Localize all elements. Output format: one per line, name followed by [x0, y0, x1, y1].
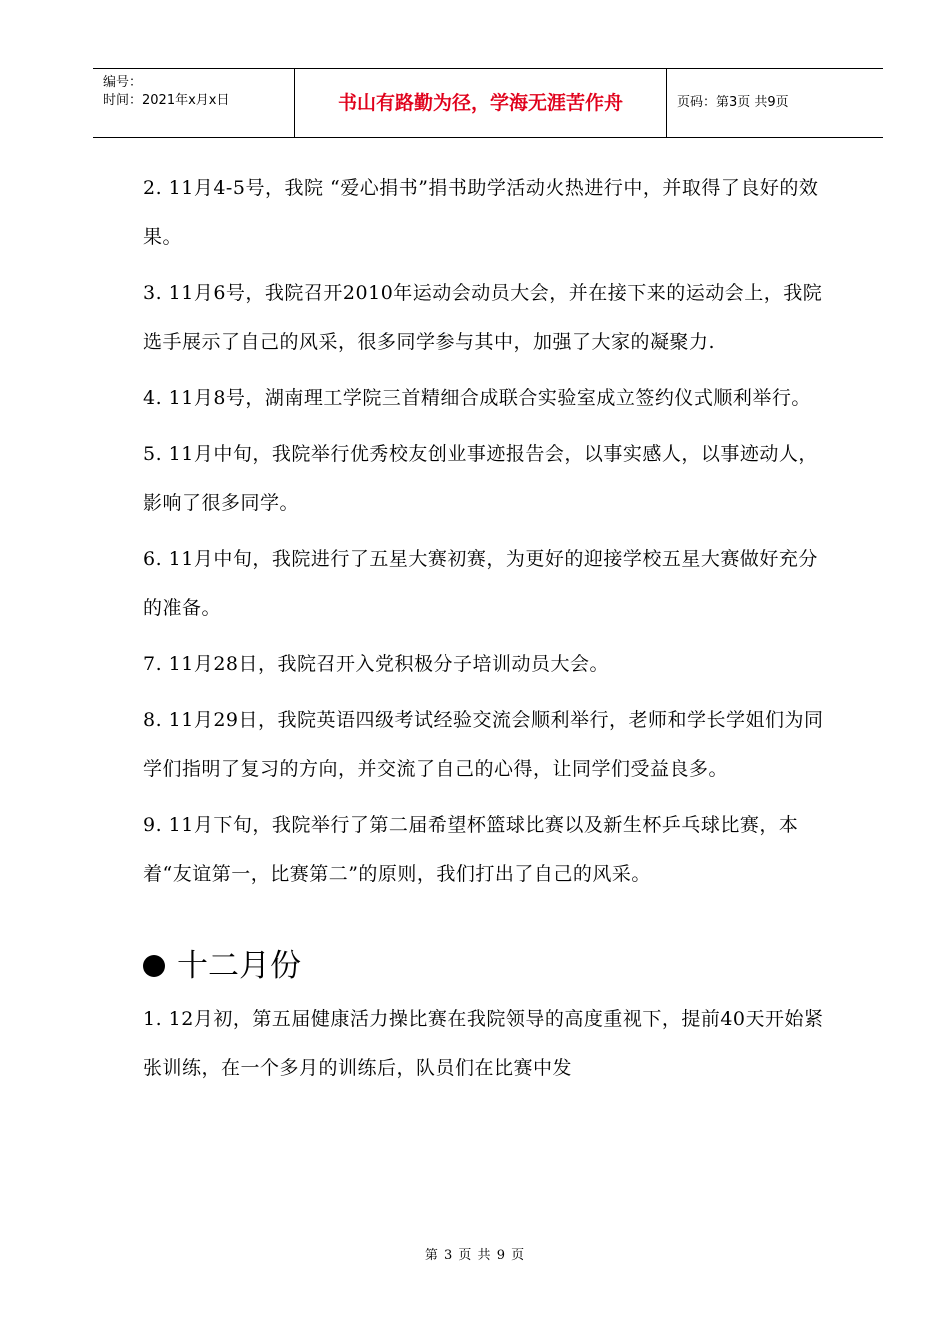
document-body — [143, 164, 833, 1100]
header-motto-cell — [295, 69, 667, 137]
document-time-label: 时间：2021年x月x日 — [103, 93, 230, 108]
page-header — [93, 68, 883, 138]
body-paragraph: 4. 11月8号，湖南理工学院三首精细合成联合实验室成立签约仪式顺利举行。 — [143, 387, 811, 409]
body-paragraph: 8. 11月29日，我院英语四级考试经验交流会顺利举行，老师和学长学姐们为同学们指明了复习的方向，并交流了自己的心得，让同学们受益良多。 — [143, 709, 824, 780]
header-info-cell — [93, 69, 295, 137]
body-paragraph: 3. 11月6号，我院召开2010年运动会动员大会，并在接下来的运动会上，我院选手展示了自己的风采，很多同学参与其中，加强了大家的凝聚力. — [143, 282, 823, 353]
section-heading — [143, 937, 833, 995]
bullet-icon — [143, 955, 165, 977]
body-paragraph: 2. 11月4-5号，我院 “爱心捐书”捐书助学活动火热进行中，并取得了良好的效果。 — [143, 177, 819, 248]
section-paragraph: 1. 12月初，第五届健康活力操比赛在我院领导的高度重视下，提前40天开始紧张训练，在一个多月的训练后，队员们在比赛中发 — [143, 1008, 824, 1079]
section-title: 十二月份 — [177, 948, 301, 984]
body-paragraph: 5. 11月中旬，我院举行优秀校友创业事迹报告会，以事实感人，以事迹动人，影响了很多同学。 — [143, 443, 818, 514]
body-paragraph: 9. 11月下旬，我院举行了第二届希望杯篮球比赛以及新生杯乒乓球比赛，本着“友谊第一，比赛第二”的原则，我们打出了自己的风采。 — [143, 814, 799, 885]
header-motto: 书山有路勤为径，学海无涯苦作舟 — [337, 92, 623, 114]
body-paragraph: 7. 11月28日，我院召开入党积极分子培训动员大会。 — [143, 653, 610, 675]
body-paragraph: 6. 11月中旬，我院进行了五星大赛初赛，为更好的迎接学校五星大赛做好充分的准备。 — [143, 548, 818, 619]
page-footer: 第 3 页 共 9 页 — [424, 1248, 526, 1263]
document-number-label: 编号： — [103, 75, 143, 90]
header-page-cell — [667, 69, 883, 137]
header-page-info: 页码：第3页 共9页 — [677, 95, 789, 110]
